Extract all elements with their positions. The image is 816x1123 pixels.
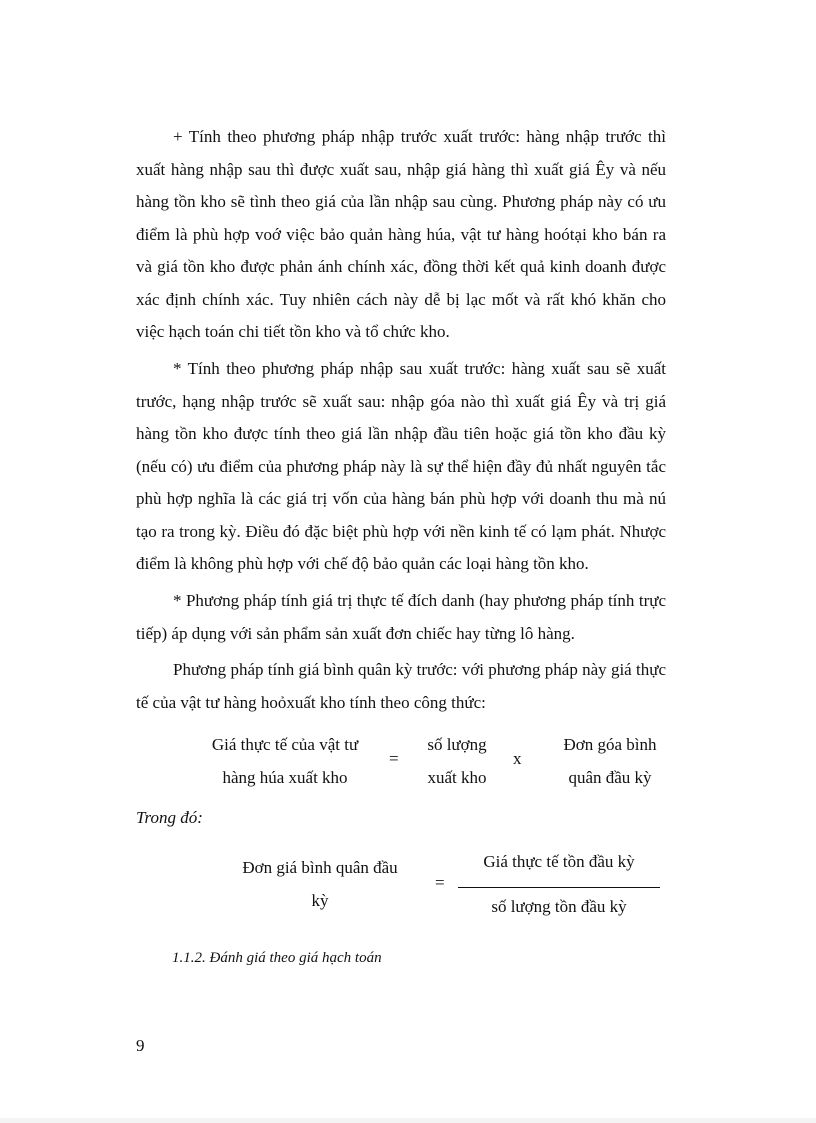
- formula2-left-line2: kỳ: [311, 891, 329, 910]
- formula1-left-line1: Giá thực tế của vật tư: [211, 735, 359, 754]
- formula1-middle-line2: xuất kho: [427, 768, 487, 787]
- section-heading: 1.1.2. Đánh giá theo giá hạch toán: [172, 950, 382, 966]
- paragraph-specific-identification: * Phương pháp tính giá trị thực tế đích danh (hay phương pháp tính trực tiếp) áp dụng với sản phẩm sản xuất đơn chiếc hay từng lô hàng.: [136, 591, 666, 643]
- trong-do-label: Trong đó:: [136, 808, 203, 827]
- formula1-right-line2: quân đầu kỳ: [568, 768, 652, 787]
- fraction-bar: [458, 887, 660, 888]
- formula2-left-term: [222, 851, 418, 917]
- paragraph-weighted-average: Phương pháp tính giá bình quân kỳ trước: với phương pháp này giá thực tế của vật tư hàng hoỏxuất kho tính theo công thức:: [136, 660, 666, 712]
- page-bottom-edge: [0, 1118, 816, 1123]
- formula1-equals-sign: =: [389, 749, 399, 768]
- formula1-right-term: [547, 728, 673, 794]
- formula2-left-line1: Đơn giá bình quân đầu: [242, 858, 398, 877]
- formula2-numerator: Giá thực tế tồn đầu kỳ: [483, 852, 635, 871]
- paragraph-lifo: * Tính theo phương pháp nhập sau xuất trước: hàng xuất sau sẽ xuất trước, hạng nhập trước sẽ xuất sau: nhập góa nào thì xuất giá Êy và trị giá hàng tồn kho được tính theo giá lần nhập đầu tiên hoặc giá tồn kho đầu kỳ (nếu có) ưu điểm của phương pháp này là sự thể hiện đầy đủ nhất nguyên tắc phù hợp nghĩa là các giá trị vốn của hàng bán phù hợp với doanh thu mà nú tạo ra trong kỳ. Điều đó đặc biệt phù hợp với nền kinh tế có lạm phát. Nhược điểm là không phù hợp với chế độ bảo quản các loại hàng tồn kho.: [136, 359, 666, 573]
- page-number: 9: [136, 1036, 145, 1055]
- formula1-left-term: [190, 728, 380, 794]
- formula1-middle-term: [412, 728, 502, 794]
- formula1-times-sign: x: [513, 749, 522, 768]
- formula2-denominator: số lượng tồn đầu kỳ: [491, 897, 627, 916]
- formula1-middle-line1: số lượng: [427, 735, 487, 754]
- formula1-right-line1: Đơn góa bình: [563, 735, 657, 754]
- formula1-left-line2: hàng húa xuất kho: [222, 768, 348, 787]
- formula2-equals-sign: =: [435, 873, 445, 892]
- paragraph-fifo: + Tính theo phương pháp nhập trước xuất trước: hàng nhập trước thì xuất hàng nhập sau thì được xuất sau, nhập giá hàng thì xuất giá Êy và nếu hàng tồn kho sẽ tình theo giá của lần nhập sau cùng. Phương pháp này có ưu điểm là phù hợp voớ việc bảo quản hàng húa, vật tư hàng hoótại kho bán ra và giá tồn kho được phản ánh chính xác, đồng thời kết quả kinh doanh được xác định chính xác. Tuy nhiên cách này dễ bị lạc mốt và rất khó khăn cho việc hạch toán chi tiết tồn kho và tổ chức kho.: [136, 127, 666, 341]
